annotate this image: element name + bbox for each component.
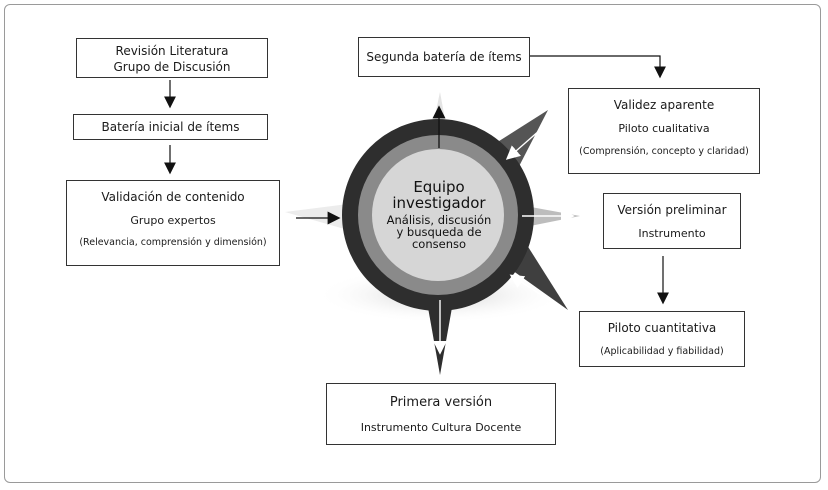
box-bateria-inicial [73,114,268,140]
piloto-line2: (Aplicabilidad y fiabilidad) [600,346,724,357]
validez-title: Validez aparente [613,98,715,112]
validacion-title: Validación de contenido [101,190,245,204]
hub-sub-line2: y busqueda de [396,224,482,239]
validez-line3: (Comprensión, concepto y claridad) [579,146,749,157]
arrow-segunda-to-validez [530,56,660,76]
hub-sub-line3: consenso [411,236,467,251]
piloto-title: Piloto cuantitativa [607,321,717,335]
box-segunda-bateria [358,37,530,77]
validacion-line2: Grupo expertos [130,214,216,227]
hub-label [368,180,510,250]
preliminar-title: Versión preliminar [617,203,727,217]
hub-title-line1: Equipo [413,178,465,196]
spike-left-light [285,204,348,230]
hub-sub-line1: Análisis, discusión [386,212,492,227]
revision-line1: Revisión Literatura [115,44,229,58]
validacion-line3: (Relevancia, comprensión y dimensión) [79,237,267,248]
revision-line2: Grupo de Discusión [113,60,231,74]
box-revision-literatura [76,38,268,78]
box-validacion-contenido [66,180,280,266]
primera-title: Primera versión [389,395,493,410]
validez-line2: Piloto cualitativa [618,122,710,135]
box-validez-aparente [568,88,760,174]
bateria-inicial-label: Batería inicial de ítems [101,120,240,134]
box-piloto-cuantitativa [579,311,745,367]
preliminar-line2: Instrumento [638,227,706,240]
hub-title-line2: investigador [392,193,486,212]
segunda-label: Segunda batería de ítems [366,50,522,64]
box-primera-version [326,383,556,445]
primera-line2: Instrumento Cultura Docente [360,421,522,434]
box-version-preliminar [603,193,741,249]
